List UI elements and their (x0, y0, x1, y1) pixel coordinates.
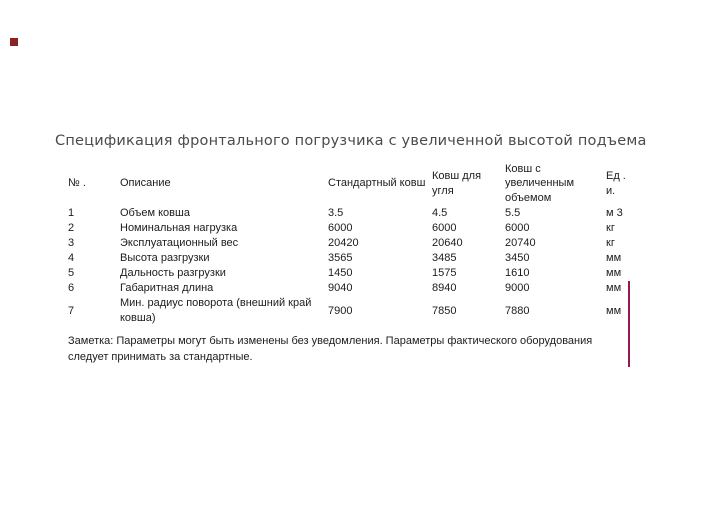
note-text: Заметка: Параметры могут быть изменены без уведомления. Параметры фактического оборудования следует принимать за стандартные. (68, 335, 593, 363)
cell-description: Высота разгрузки (120, 252, 210, 264)
table-row (68, 236, 630, 251)
cell-increased: 9000 (505, 282, 530, 294)
cell-coal: 1575 (432, 267, 457, 279)
accent-divider (628, 281, 630, 367)
cell-standard: 6000 (328, 222, 353, 234)
cell-description: Номинальная нагрузка (120, 222, 238, 234)
cell-coal: 6000 (432, 222, 457, 234)
table-row (68, 221, 630, 236)
cell-coal: 8940 (432, 282, 457, 294)
cell-coal: 4.5 (432, 207, 448, 219)
cell-unit: кг (606, 237, 615, 249)
cell-increased: 6000 (505, 222, 530, 234)
cell-increased: 3450 (505, 252, 530, 264)
cell-description: Эксплуатационный вес (120, 237, 239, 249)
column-header-coal-bucket: Ковш для угля (432, 170, 482, 197)
cell-standard: 3.5 (328, 207, 344, 219)
cell-increased: 5.5 (505, 207, 521, 219)
column-header-num: № . (68, 177, 86, 190)
cell-num: 2 (68, 222, 75, 234)
cell-standard: 1450 (328, 267, 353, 279)
header-row (68, 161, 630, 206)
cell-num: 6 (68, 282, 75, 294)
cell-unit: мм (606, 282, 622, 294)
cell-description: Объем ковша (120, 207, 190, 219)
column-header-description: Описание (120, 177, 171, 190)
page-title: Спецификация фронтального погрузчика с увеличенной высотой подъема (55, 133, 647, 149)
cell-standard: 20420 (328, 237, 359, 249)
table-row (68, 251, 630, 266)
column-header-unit: Ед . и. (606, 170, 626, 197)
cell-num: 4 (68, 252, 75, 264)
column-header-standard-bucket: Стандартный ковш (328, 177, 426, 190)
cell-num: 1 (68, 207, 75, 219)
cell-num: 3 (68, 237, 75, 249)
cell-unit: м 3 (606, 207, 623, 219)
cell-unit: мм (606, 267, 622, 279)
broken-image-icon (10, 38, 18, 46)
cell-description: Габаритная длина (120, 282, 214, 294)
cell-num: 5 (68, 267, 75, 279)
cell-description: Дальность разгрузки (120, 267, 226, 279)
cell-standard: 3565 (328, 252, 353, 264)
cell-unit: мм (606, 252, 622, 264)
table-row (68, 281, 630, 296)
cell-standard: 7900 (328, 304, 353, 317)
table-row (68, 206, 630, 221)
cell-coal: 7850 (432, 304, 457, 317)
cell-description: Мин. радиус поворота (внешний край ковша) (120, 297, 312, 324)
cell-num: 7 (68, 304, 75, 317)
cell-unit: кг (606, 222, 615, 234)
table-row (68, 266, 630, 281)
cell-unit: мм (606, 304, 622, 317)
cell-coal: 20640 (432, 237, 463, 249)
spec-table (68, 161, 630, 326)
table-row (68, 296, 630, 326)
cell-increased: 7880 (505, 304, 530, 317)
cell-standard: 9040 (328, 282, 353, 294)
cell-increased: 1610 (505, 267, 530, 279)
cell-coal: 3485 (432, 252, 457, 264)
cell-increased: 20740 (505, 237, 536, 249)
column-header-increased-bucket: Ковш с увеличенным объемом (505, 162, 575, 204)
